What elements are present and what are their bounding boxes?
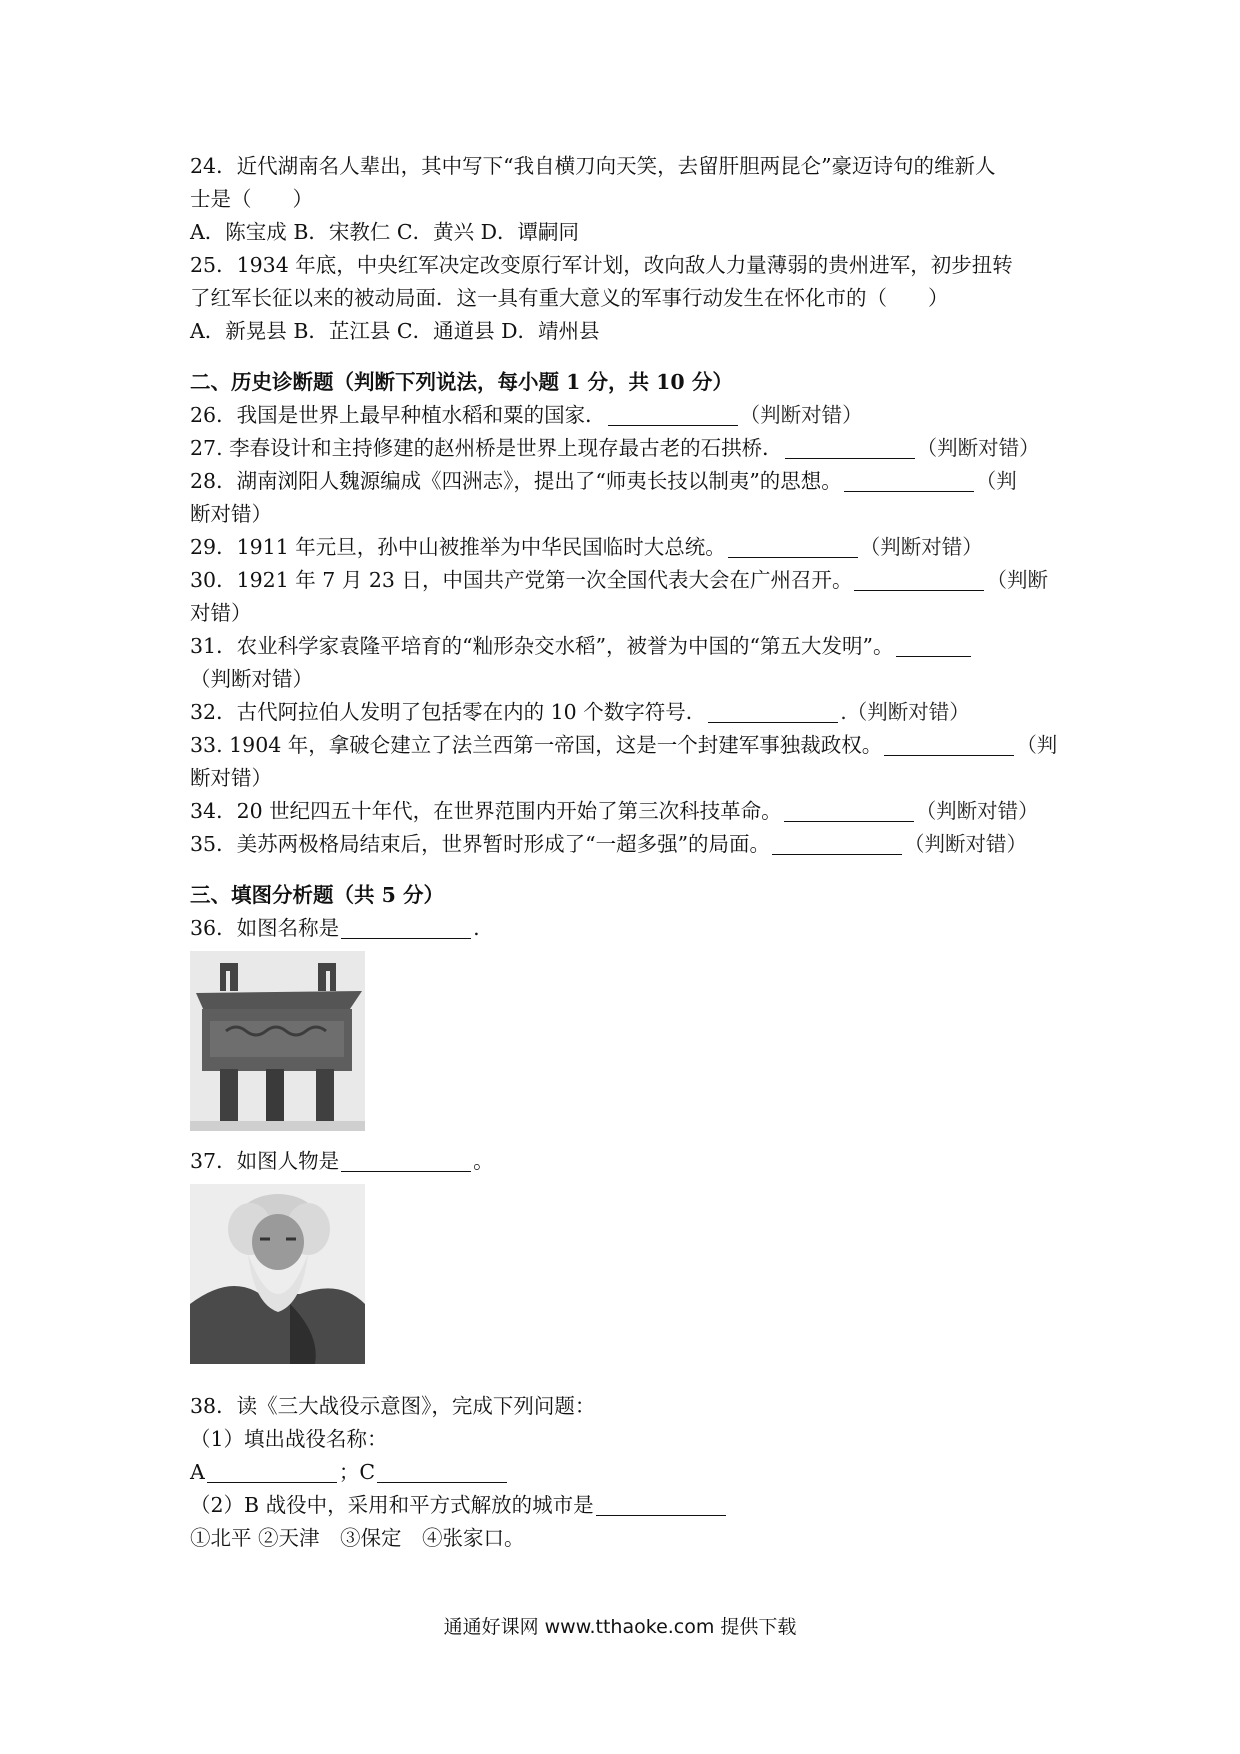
q33-cont: 断对错） [190, 766, 272, 790]
q27-suffix: （判断对错） [916, 436, 1040, 460]
page-footer: 通通好课网 www.tthaoke.com 提供下载 [443, 1616, 797, 1638]
q33 [190, 729, 1070, 762]
q36 [190, 912, 1070, 945]
q30-text: 30．1921 年 7 月 23 日，中国共产党第一次全国代表大会在广州召开。 [190, 568, 853, 592]
q38-a-label: A [190, 1460, 205, 1484]
q38-ac-line [190, 1456, 1070, 1489]
q24-line2: 士是（ ） [190, 187, 313, 211]
q27 [190, 432, 1070, 465]
portrait-drawing [190, 1184, 365, 1364]
q38-sub2-line [190, 1489, 1070, 1522]
q38-sub2: （2）B 战役中，采用和平方式解放的城市是 [190, 1493, 594, 1517]
q26-answer-blank[interactable] [608, 403, 738, 426]
q37-answer-blank[interactable] [341, 1149, 471, 1172]
q38-c-label: C [359, 1460, 375, 1484]
q37 [190, 1145, 1070, 1178]
section2-heading: 二、历史诊断题（判断下列说法，每小题 1 分，共 10 分） [190, 370, 733, 394]
q25-line1: 25．1934 年底，中央红军决定改变原行军计划，改向敌人力量薄弱的贵州进军，初步扭转 [190, 253, 1013, 277]
q35 [190, 828, 1070, 861]
bronze-ding-image [190, 951, 365, 1131]
q31-text: 31．农业科学家袁隆平培育的“籼形杂交水稻”，被誉为中国的“第五大发明”。 [190, 634, 894, 658]
q38-a-blank[interactable] [207, 1460, 337, 1483]
q38-options: ①北平 ②天津 ③保定 ④张家口。 [190, 1526, 525, 1550]
q26-text: 26．我国是世界上最早种植水稻和粟的国家． [190, 403, 606, 427]
bronze-ding-drawing [190, 951, 365, 1131]
q35-suffix: （判断对错） [904, 832, 1028, 856]
q29-text: 29．1911 年元旦，孙中山被推举为中华民国临时大总统。 [190, 535, 726, 559]
q25-options: A．新晃县 B．芷江县 C．通道县 D．靖州县 [190, 319, 600, 343]
q28-suffix: （判 [975, 469, 1017, 493]
q30-suffix: （判断 [986, 568, 1048, 592]
q26-suffix: （判断对错） [739, 403, 863, 427]
q34-suffix: （判断对错） [915, 799, 1039, 823]
q28-cont: 断对错） [190, 502, 272, 526]
q33-suffix: （判 [1016, 733, 1058, 757]
q36-suffix: . [473, 916, 480, 940]
q38-sep: ； [338, 1460, 360, 1484]
q30 [190, 564, 1070, 597]
q30-cont: 对错） [190, 601, 252, 625]
q32 [190, 696, 1070, 729]
q31 [190, 630, 1070, 663]
q28 [190, 465, 1070, 498]
q27-answer-blank[interactable] [785, 436, 915, 459]
q28-answer-blank[interactable] [844, 469, 974, 492]
q29-answer-blank[interactable] [728, 535, 858, 558]
q37-text: 37．如图人物是 [190, 1149, 340, 1173]
q34-text: 34．20 世纪四五十年代，在世界范围内开始了第三次科技革命。 [190, 799, 782, 823]
q33-text: 33. 1904 年，拿破仑建立了法兰西第一帝国，这是一个封建军事独裁政权。 [190, 733, 883, 757]
q32-suffix: .（判断对错） [840, 700, 970, 724]
q38-text: 38．读《三大战役示意图》，完成下列问题： [190, 1394, 596, 1418]
q31-answer-blank[interactable] [896, 634, 971, 657]
q24-line1: 24．近代湖南名人辈出，其中写下“我自横刀向天笑，去留肝胆两昆仑”豪迈诗句的维新人 [190, 154, 996, 178]
q27-text: 27. 李春设计和主持修建的赵州桥是世界上现存最古老的石拱桥． [190, 436, 783, 460]
portrait-image [190, 1184, 365, 1364]
q36-text: 36．如图名称是 [190, 916, 340, 940]
q30-answer-blank[interactable] [854, 568, 984, 591]
q34 [190, 795, 1070, 828]
q37-suffix: 。 [473, 1149, 494, 1173]
q26 [190, 399, 1070, 432]
q38-sub1: （1）填出战役名称： [190, 1427, 388, 1451]
q33-answer-blank[interactable] [884, 733, 1014, 756]
q31-cont: （判断对错） [190, 667, 313, 691]
q29-suffix: （判断对错） [859, 535, 983, 559]
q34-answer-blank[interactable] [784, 799, 914, 822]
q32-answer-blank[interactable] [708, 700, 838, 723]
q35-answer-blank[interactable] [772, 832, 902, 855]
q32-text: 32．古代阿拉伯人发明了包括零在内的 10 个数字符号． [190, 700, 707, 724]
q36-answer-blank[interactable] [341, 916, 471, 939]
q38-c-blank[interactable] [377, 1460, 507, 1483]
q25-line2: 了红军长征以来的被动局面．这一具有重大意义的军事行动发生在怀化市的（ ） [190, 286, 949, 310]
q38-b-blank[interactable] [596, 1493, 726, 1516]
q28-text: 28．湖南浏阳人魏源编成《四洲志》，提出了“师夷长技以制夷”的思想。 [190, 469, 842, 493]
q24-options: A．陈宝成 B．宋教仁 C．黄兴 D．谭嗣同 [190, 220, 580, 244]
q29 [190, 531, 1070, 564]
exam-page [190, 150, 1070, 1555]
section3-heading: 三、填图分析题（共 5 分） [190, 883, 445, 907]
q35-text: 35．美苏两极格局结束后，世界暂时形成了“一超多强”的局面。 [190, 832, 771, 856]
